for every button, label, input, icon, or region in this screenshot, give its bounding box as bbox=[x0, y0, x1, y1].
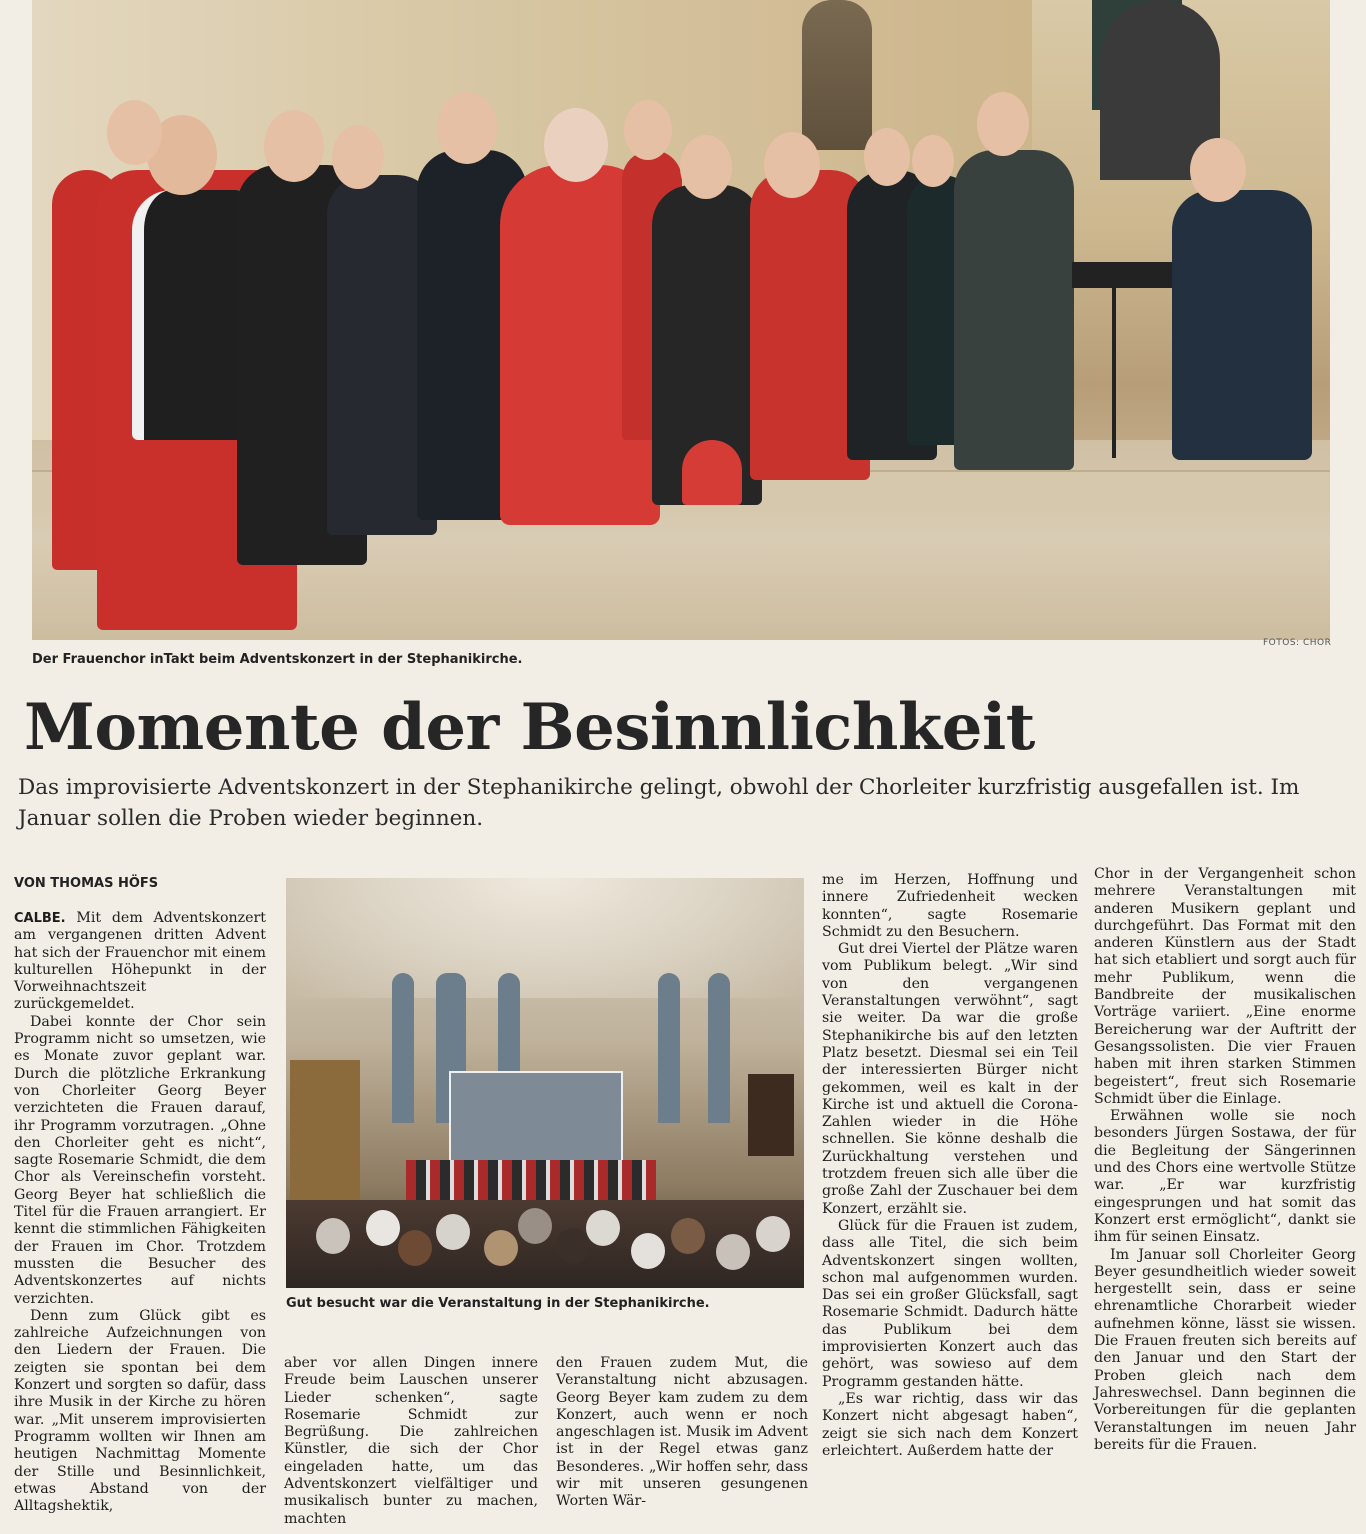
pianist bbox=[1172, 190, 1312, 460]
subheadline: Das improvisierte Adventskonzert in der Stephanikirche gelingt, obwohl der Chorleiter kurzfristig ausgefallen ist. Im Januar sollen die Proben wieder beginnen. bbox=[18, 775, 1300, 831]
paragraph: „Es war richtig, dass wir das Konzert nicht abgesagt haben“, zeigt sie sich nach dem Konzert erleichtert. Außerdem hatte der bbox=[822, 1390, 1078, 1459]
dateline: CALBE. bbox=[14, 911, 66, 926]
article-column-3 bbox=[556, 1355, 808, 1511]
article-column-5 bbox=[1094, 866, 1356, 1454]
small-photo-church-interior bbox=[286, 878, 804, 1288]
wall-painting bbox=[748, 1074, 794, 1156]
paragraph: Gut drei Viertel der Plätze waren vom Publikum belegt. „Wir sind von den vergangenen Veranstaltungen verwöhnt“, sagt sie weiter. Da war die große Stephanikirche bis auf den letzten Platz besetzt. Diesmal sei ein Teil der interessierten Bürger nicht gekommen, weil es kalt in der Kirche ist und aktuell die Corona-Zahlen wieder in die Höhe schnellen. Sie könne deshalb die Zurückhaltung verstehen und trotzdem freuen sich alle über die große Zahl der Zuschauer bei dem Konzert, erzählt sie. bbox=[822, 941, 1078, 1217]
paragraph: den Frauen zudem Mut, die Veranstaltung nicht abzusagen. Georg Beyer kam zudem zu dem Konzert, auch wenn er noch angeschlagen ist. Musik im Advent ist in der Regel etwas ganz Besonderes. „Wir hoffen sehr, dass wir mit unseren gesungenen Worten Wär- bbox=[556, 1355, 808, 1510]
paragraph: Mit dem Adventskonzert am vergangenen dritten Advent hat sich der Frauenchor mit einem kulturellen Höhepunkt in der Vorweihnachtszeit zurückgemeldet. bbox=[14, 910, 266, 1013]
byline: VON THOMAS HÖFS bbox=[14, 876, 159, 891]
paragraph: Erwähnen wolle sie noch besonders Jürgen Sostawa, der für die Begleitung der Sängerinnen und des Chors eine wertvolle Stütze war. „Er war kurzfristig eingesprungen und hat somit das Konzert erst ermöglicht“, dankt sie ihm für seinen Einsatz. bbox=[1094, 1108, 1356, 1246]
paragraph: Chor in der Vergangenheit schon mehrere Veranstaltungen mit anderen Musikern geplant und durchgeführt. Das Format mit den anderen Künstlern aus der Stadt hat sich etabliert und sorgt auch für mehr Publikum, wenn die Bandbreite der musikalischen Vorträge variiert. „Eine enorme Bereicherung war der Auftritt der Gesangssolisten. Die vier Frauen haben mit ihren starken Stimmen begeistert“, freut sich Rosemarie Schmidt über die Einlage. bbox=[1094, 866, 1356, 1107]
article-column-1 bbox=[14, 910, 266, 1515]
article-column-2 bbox=[284, 1355, 538, 1528]
pulpit bbox=[290, 1060, 360, 1200]
main-photo-choir bbox=[32, 0, 1330, 640]
headline: Momente der Besinnlichkeit bbox=[24, 690, 1035, 765]
main-photo-caption: Der Frauenchor inTakt beim Adventskonzert in der Stephanikirche. bbox=[32, 652, 523, 667]
paragraph: Glück für die Frauen ist zudem, dass alle Titel, die sich beim Adventskonzert singen wollten, schon mal aufgenommen wurden. Das sei ein großer Glücksfall, sagt Rosemarie Schmidt. Dadurch hätte das Publikum bei dem improvisierten Konzert auch das gehört, was sowieso auf dem Programm gestanden hätte. bbox=[822, 1217, 1078, 1390]
article-column-4 bbox=[822, 872, 1078, 1460]
paragraph: Im Januar soll Chorleiter Georg Beyer gesundheitlich wieder soweit hergestellt sein, dass er seine ehrenamtliche Chorarbeit wieder aufnehmen könne, lässt sie wissen. Die Frauen freuten sich bereits auf den Januar und den Start der Proben gleich nach dem Jahreswechsel. Dann beginnen die Vorbereitungen für die geplanten Veranstaltungen im neuen Jahr bereits für die Frauen. bbox=[1094, 1246, 1356, 1453]
paragraph: Dabei konnte der Chor sein Programm nicht so umsetzen, wie es Monate zuvor geplant war. Durch die plötzliche Erkrankung von Chorleiter Georg Beyer verzichteten die Frauen darauf, ihr Programm vorzutragen. „Ohne den Chorleiter geht es nicht“, sagte Rosemarie Schmidt, die dem Chor als Vereinschefin vorsteht. Georg Beyer hat schließlich die Titel für die Frauen arrangiert. Er kennt die stimmlichen Fähigkeiten der Frauen im Chor. Trotzdem mussten die Besucher des Adventskonzertes auf nichts verzichten. bbox=[14, 1013, 266, 1307]
paragraph: aber vor allen Dingen innere Freude beim Lauschen unserer Lieder schenken“, sagte Rosemarie Schmidt zur Begrüßung. Die zahlreichen Künstler, die sich der Chor eingeladen hatte, um das Adventskonzert vielfältiger und musikalisch bunter zu machen, machten bbox=[284, 1355, 538, 1527]
small-photo-caption: Gut besucht war die Veranstaltung in der Stephanikirche. bbox=[286, 1296, 710, 1311]
statue bbox=[802, 0, 872, 150]
paragraph: me im Herzen, Hoffnung und innere Zufriedenheit wecken konnten“, sagte Rosemarie Schmidt zu den Besuchern. bbox=[822, 872, 1078, 940]
paragraph: Denn zum Glück gibt es zahlreiche Aufzeichnungen von den Liedern der Frauen. Die zeigten sie spontan bei dem Konzert und sorgten so dafür, dass ihre Musik in der Kirche zu hören war. „Mit unserem improvisierten Programm wollten wir Ihnen am heutigen Nachmittag Momente der Stille und Besinnlichkeit, etwas Abstand von der Alltagshektik, bbox=[14, 1307, 266, 1515]
choir-group bbox=[406, 1160, 656, 1204]
photo-credit: FOTOS: CHOR bbox=[1263, 638, 1332, 648]
